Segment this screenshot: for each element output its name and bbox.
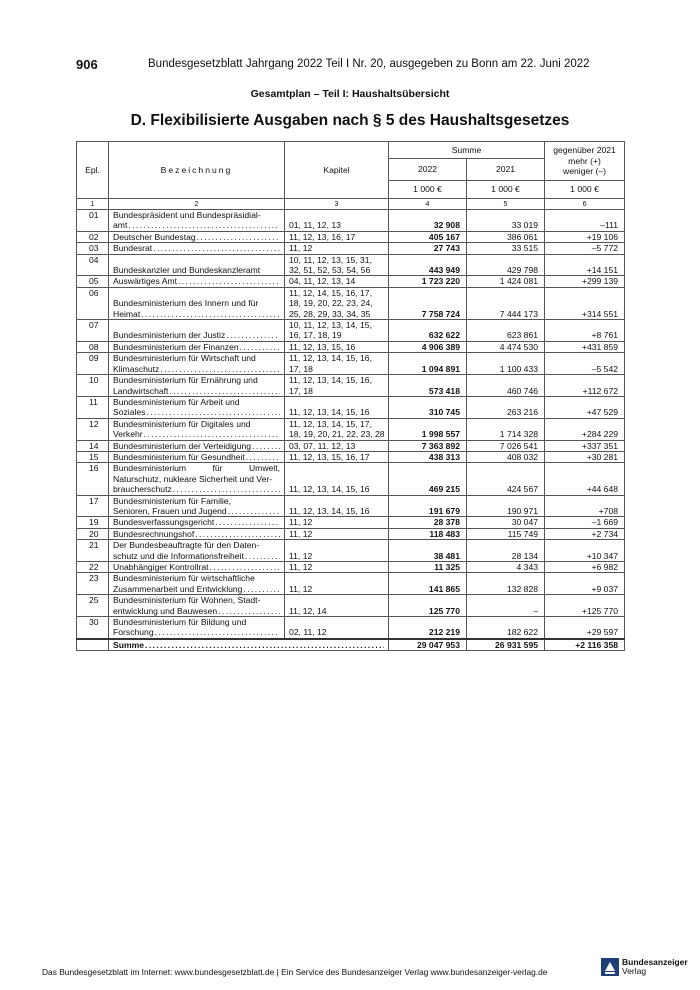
kapitel-cell: 02, 11, 12	[285, 617, 389, 639]
col-epl-header: Epl.	[77, 142, 109, 199]
footer-text: Das Bundesgesetzblatt im Internet: www.bundesgesetzblatt.de | Ein Service des Bundesanzeiger Verlag www.bundesanzeiger-verlag.de	[42, 967, 548, 977]
value-2021-cell: 7 444 173	[467, 287, 545, 319]
diff-cell: –5 542	[545, 353, 625, 375]
epl-cell: 06	[77, 287, 109, 319]
value-2021-cell: 424 567	[467, 463, 545, 495]
table-body	[77, 210, 625, 639]
bezeichnung-last: braucherschutz	[113, 484, 172, 495]
diff-cell: +337 351	[545, 440, 625, 451]
publisher-logo	[601, 958, 688, 976]
diff-cell: +8 761	[545, 320, 625, 342]
kapitel-cell: 11, 12, 13, 14, 15, 16, 17, 18	[285, 353, 389, 375]
diff-cell: +29 597	[545, 617, 625, 639]
epl-cell: 25	[77, 595, 109, 617]
bezeichnung-text: Bundeskanzler und Bundeskanzleramt	[113, 265, 261, 276]
col-diff-header	[545, 142, 625, 181]
table-row	[77, 517, 625, 528]
col-index: 2	[109, 199, 285, 210]
epl-cell: 15	[77, 451, 109, 462]
kapitel-cell: 11, 12	[285, 528, 389, 539]
bezeichnung-cell	[109, 573, 285, 595]
bezeichnung-text: Bundesministerium für Digitales und	[113, 418, 251, 429]
col-kapitel-header: Kapitel	[285, 142, 389, 199]
table-row	[77, 353, 625, 375]
epl-cell: 02	[77, 231, 109, 242]
bezeichnung-cell	[109, 254, 285, 276]
diff-cell: +10 347	[545, 540, 625, 562]
epl-cell: 30	[77, 617, 109, 639]
kapitel-cell: 04, 11, 12, 13, 14	[285, 276, 389, 287]
value-2022-cell: 573 418	[389, 375, 467, 397]
value-2022-cell: 443 949	[389, 254, 467, 276]
bezeichnung-text: Bundespräsident und Bundespräsidial-	[113, 210, 261, 220]
table-row	[77, 573, 625, 595]
diff-cell: +14 151	[545, 254, 625, 276]
bezeichnung-text: Der Bundesbeauftragte für den Daten-	[113, 540, 260, 551]
col-index: 1	[77, 199, 109, 210]
diff-header-line2: mehr (+)	[568, 155, 601, 166]
value-2022-cell: 4 906 389	[389, 341, 467, 352]
bezeichnung-text: Bundesministerium für Wohnen, Stadt-	[113, 595, 261, 606]
epl-cell: 20	[77, 528, 109, 539]
epl-cell: 07	[77, 320, 109, 342]
diff-cell: +2 734	[545, 528, 625, 539]
section-subtitle: Gesamtplan – Teil I: Haushaltsübersicht	[250, 88, 450, 100]
kapitel-cell: 11, 12, 13, 15, 16, 17	[285, 451, 389, 462]
kapitel-cell: 03, 07, 11, 12, 13	[285, 440, 389, 451]
diff-cell: +44 648	[545, 463, 625, 495]
kapitel-cell: 11, 12	[285, 562, 389, 573]
bezeichnung-cell	[109, 353, 285, 375]
bezeichnung-text: Bundesministerium für Arbeit und	[113, 396, 240, 407]
bezeichnung-last: Zusammenarbeit und Entwicklung	[113, 583, 243, 594]
table-row	[77, 287, 625, 319]
table-row	[77, 276, 625, 287]
value-2022-cell: 38 481	[389, 540, 467, 562]
diff-cell: +30 281	[545, 451, 625, 462]
bezeichnung-cell	[109, 562, 285, 573]
table-row	[77, 562, 625, 573]
total-label-cell	[109, 639, 389, 651]
bezeichnung-last: Bundesrat	[113, 243, 153, 254]
bezeichnung-text: Bundesministerium für Wirtschaft und	[113, 353, 256, 364]
epl-cell: 09	[77, 353, 109, 375]
diff-cell: +112 672	[545, 375, 625, 397]
epl-cell: 12	[77, 418, 109, 440]
kapitel-cell: 11, 12, 13, 14, 15, 16	[285, 495, 389, 517]
epl-cell: 10	[77, 375, 109, 397]
epl-cell: 14	[77, 440, 109, 451]
bezeichnung-last: Bundesministerium der Finanzen	[113, 341, 239, 352]
value-2021-cell: 4 343	[467, 562, 545, 573]
value-2022-cell: 405 167	[389, 231, 467, 242]
value-2022-cell: 32 908	[389, 210, 467, 232]
value-2021-cell: 1 100 433	[467, 353, 545, 375]
value-2022-cell: 7 758 724	[389, 287, 467, 319]
epl-cell: 17	[77, 495, 109, 517]
kapitel-cell: 10, 11, 12, 13, 14, 15, 16, 17, 18, 19	[285, 320, 389, 342]
value-2022-cell: 1 723 220	[389, 276, 467, 287]
epl-cell: 22	[77, 562, 109, 573]
value-2022-cell: 1 998 557	[389, 418, 467, 440]
table-row	[77, 463, 625, 495]
value-2022-cell: 191 679	[389, 495, 467, 517]
value-2021-cell: 460 746	[467, 375, 545, 397]
bezeichnung-last: Landwirtschaft	[113, 385, 169, 396]
budget-table	[76, 141, 625, 651]
bezeichnung-last: Senioren, Frauen und Jugend	[113, 505, 227, 516]
epl-cell: 16	[77, 463, 109, 495]
value-2022-cell: 141 865	[389, 573, 467, 595]
value-2021-cell: 263 216	[467, 396, 545, 418]
bezeichnung-last: Bundesministerium der Justiz	[113, 330, 226, 341]
bezeichnung-cell	[109, 231, 285, 242]
bezeichnung-cell	[109, 517, 285, 528]
unit-2022: 1 000 €	[389, 181, 467, 199]
total-label: Summe	[113, 639, 145, 650]
logo-brand: Bundesanzeiger	[622, 957, 688, 967]
bezeichnung-cell	[109, 287, 285, 319]
total-epl	[77, 639, 109, 651]
kapitel-cell: 11, 12, 13, 14, 15, 16	[285, 396, 389, 418]
table-row	[77, 418, 625, 440]
kapitel-cell: 11, 12, 13, 14, 15, 16	[285, 463, 389, 495]
diff-cell: –1 669	[545, 517, 625, 528]
epl-cell: 11	[77, 396, 109, 418]
bezeichnung-last: Deutscher Bundestag	[113, 231, 196, 242]
bezeichnung-last: amt	[113, 220, 128, 231]
bezeichnung-cell	[109, 276, 285, 287]
bezeichnung-cell	[109, 595, 285, 617]
epl-cell: 03	[77, 243, 109, 254]
diff-cell: +708	[545, 495, 625, 517]
diff-header-line1: gegenüber 2021	[553, 145, 616, 156]
epl-cell: 19	[77, 517, 109, 528]
kapitel-cell: 11, 12, 14	[285, 595, 389, 617]
value-2021-cell: 115 749	[467, 528, 545, 539]
table-row	[77, 396, 625, 418]
bezeichnung-cell	[109, 495, 285, 517]
unit-diff: 1 000 €	[545, 181, 625, 199]
page-title: D. Flexibilisierte Ausgaben nach § 5 des Haushaltsgesetzes	[130, 112, 570, 129]
table-row	[77, 243, 625, 254]
diff-cell: +47 529	[545, 396, 625, 418]
bezeichnung-last: Bundesministerium der Verteidigung	[113, 440, 252, 451]
value-2022-cell: 469 215	[389, 463, 467, 495]
col-2021-header: 2021	[467, 159, 545, 181]
diff-cell: +9 037	[545, 573, 625, 595]
value-2021-cell: 1 714 328	[467, 418, 545, 440]
value-2022-cell: 11 325	[389, 562, 467, 573]
epl-cell: 21	[77, 540, 109, 562]
bezeichnung-last: Verkehr	[113, 429, 143, 440]
page-number: 906	[76, 57, 98, 72]
kapitel-cell: 11, 12, 13, 15, 16	[285, 341, 389, 352]
bezeichnung-cell	[109, 320, 285, 342]
bezeichnung-last: Forschung	[113, 627, 154, 638]
bezeichnung-last: Auswärtiges Amt	[113, 276, 177, 287]
value-2022-cell: 438 313	[389, 451, 467, 462]
table-row	[77, 617, 625, 639]
kapitel-cell: 11, 12	[285, 540, 389, 562]
bezeichnung-last: schutz und die Informationsfreiheit	[113, 550, 244, 561]
col-summe-header: Summe	[389, 142, 545, 159]
diff-cell: +431 859	[545, 341, 625, 352]
total-row	[77, 639, 625, 651]
bezeichnung-text: Bundesministerium für Umwelt, Naturschutz, nukleare Sicherheit und Ver-	[113, 463, 280, 484]
bezeichnung-text: Bundesministerium für Bildung und	[113, 617, 247, 628]
kapitel-cell: 11, 12, 13, 14, 15, 16, 17, 18	[285, 375, 389, 397]
bezeichnung-last: entwicklung und Bauwesen	[113, 605, 218, 616]
value-2021-cell: 33 019	[467, 210, 545, 232]
bezeichnung-last: Soziales	[113, 407, 146, 418]
col-2022-header: 2022	[389, 159, 467, 181]
table-row	[77, 231, 625, 242]
kapitel-cell: 11, 12, 14, 15, 16, 17, 18, 19, 20, 22, 23, 24, 25, 28, 29, 33, 34, 35	[285, 287, 389, 319]
value-2021-cell: 386 061	[467, 231, 545, 242]
epl-cell: 01	[77, 210, 109, 232]
value-2022-cell: 27 743	[389, 243, 467, 254]
bundesanzeiger-logo-icon	[601, 958, 619, 976]
table-row	[77, 375, 625, 397]
value-2021-cell: 7 026 541	[467, 440, 545, 451]
diff-cell: –5 772	[545, 243, 625, 254]
value-2021-cell: 190 971	[467, 495, 545, 517]
bezeichnung-last: Klimaschutz	[113, 363, 160, 374]
diff-header-line3: weniger (–)	[563, 166, 607, 177]
total-diff: +2 116 358	[545, 639, 625, 651]
diff-cell: +19 106	[545, 231, 625, 242]
bezeichnung-cell	[109, 418, 285, 440]
table-row	[77, 495, 625, 517]
table-row	[77, 451, 625, 462]
bezeichnung-cell	[109, 540, 285, 562]
diff-cell: +299 139	[545, 276, 625, 287]
kapitel-cell: 11, 12	[285, 517, 389, 528]
table-row	[77, 595, 625, 617]
value-2022-cell: 632 622	[389, 320, 467, 342]
table-row	[77, 540, 625, 562]
col-index: 5	[467, 199, 545, 210]
value-2022-cell: 118 483	[389, 528, 467, 539]
epl-cell: 05	[77, 276, 109, 287]
value-2021-cell: 1 424 081	[467, 276, 545, 287]
bezeichnung-last: Bundesrechnungshof	[113, 528, 195, 539]
kapitel-cell: 11, 12	[285, 243, 389, 254]
bezeichnung-last: Unabhängiger Kontrollrat	[113, 562, 209, 572]
unit-2021: 1 000 €	[467, 181, 545, 199]
bezeichnung-cell	[109, 463, 285, 495]
kapitel-cell: 10, 11, 12, 13, 15, 31, 32, 51, 52, 53, 54, 56	[285, 254, 389, 276]
epl-cell: 23	[77, 573, 109, 595]
bezeichnung-cell	[109, 451, 285, 462]
value-2021-cell: 30 047	[467, 517, 545, 528]
value-2021-cell: 33 515	[467, 243, 545, 254]
bezeichnung-cell	[109, 528, 285, 539]
bezeichnung-cell	[109, 440, 285, 451]
col-index: 4	[389, 199, 467, 210]
table-row	[77, 210, 625, 232]
value-2022-cell: 125 770	[389, 595, 467, 617]
value-2022-cell: 310 745	[389, 396, 467, 418]
bezeichnung-cell	[109, 396, 285, 418]
value-2022-cell: 212 219	[389, 617, 467, 639]
bezeichnung-cell	[109, 375, 285, 397]
bezeichnung-text: Bundesministerium für Familie,	[113, 495, 231, 506]
epl-cell: 08	[77, 341, 109, 352]
table-row	[77, 341, 625, 352]
value-2021-cell: 4 474 530	[467, 341, 545, 352]
bezeichnung-last: Heimat	[113, 308, 141, 319]
table-row	[77, 254, 625, 276]
kapitel-cell: 11, 12, 13, 14, 15, 17, 18, 19, 20, 21, 22, 23, 28	[285, 418, 389, 440]
table-row	[77, 440, 625, 451]
kapitel-cell: 01, 11, 12, 13	[285, 210, 389, 232]
publication-line: Bundesgesetzblatt Jahrgang 2022 Teil I Nr. 20, ausgegeben zu Bonn am 22. Juni 2022	[148, 58, 590, 70]
value-2022-cell: 28 378	[389, 517, 467, 528]
value-2021-cell: 28 134	[467, 540, 545, 562]
bezeichnung-text: Bundesministerium des Innern und für	[113, 298, 259, 309]
total-2022: 29 047 953	[389, 639, 467, 651]
epl-cell: 04	[77, 254, 109, 276]
bezeichnung-cell	[109, 341, 285, 352]
kapitel-cell: 11, 12, 13, 16, 17	[285, 231, 389, 242]
col-index: 3	[285, 199, 389, 210]
logo-sub: Verlag	[622, 966, 647, 976]
table-row	[77, 528, 625, 539]
value-2021-cell: 623 861	[467, 320, 545, 342]
col-bezeichnung-header: Bezeichnung	[109, 142, 285, 199]
bezeichnung-text: Bundesministerium für wirtschaftliche	[113, 573, 255, 584]
table-head	[77, 142, 625, 210]
value-2021-cell: –	[467, 595, 545, 617]
bezeichnung-cell	[109, 617, 285, 639]
bezeichnung-last: Bundesverfassungsgericht	[113, 517, 215, 528]
table-row	[77, 320, 625, 342]
diff-cell: +314 551	[545, 287, 625, 319]
col-index: 6	[545, 199, 625, 210]
total-2021: 26 931 595	[467, 639, 545, 651]
diff-cell: +125 770	[545, 595, 625, 617]
value-2021-cell: 429 798	[467, 254, 545, 276]
bezeichnung-cell	[109, 243, 285, 254]
diff-cell: +284 229	[545, 418, 625, 440]
value-2021-cell: 408 032	[467, 451, 545, 462]
diff-cell: –111	[545, 210, 625, 232]
kapitel-cell: 11, 12	[285, 573, 389, 595]
bezeichnung-text: Bundesministerium für Ernährung und	[113, 375, 258, 386]
value-2022-cell: 1 094 891	[389, 353, 467, 375]
value-2022-cell: 7 363 892	[389, 440, 467, 451]
bezeichnung-last: Bundesministerium für Gesundheit	[113, 451, 245, 462]
diff-cell: +6 982	[545, 562, 625, 573]
value-2021-cell: 132 828	[467, 573, 545, 595]
value-2021-cell: 182 622	[467, 617, 545, 639]
bezeichnung-cell	[109, 210, 285, 232]
